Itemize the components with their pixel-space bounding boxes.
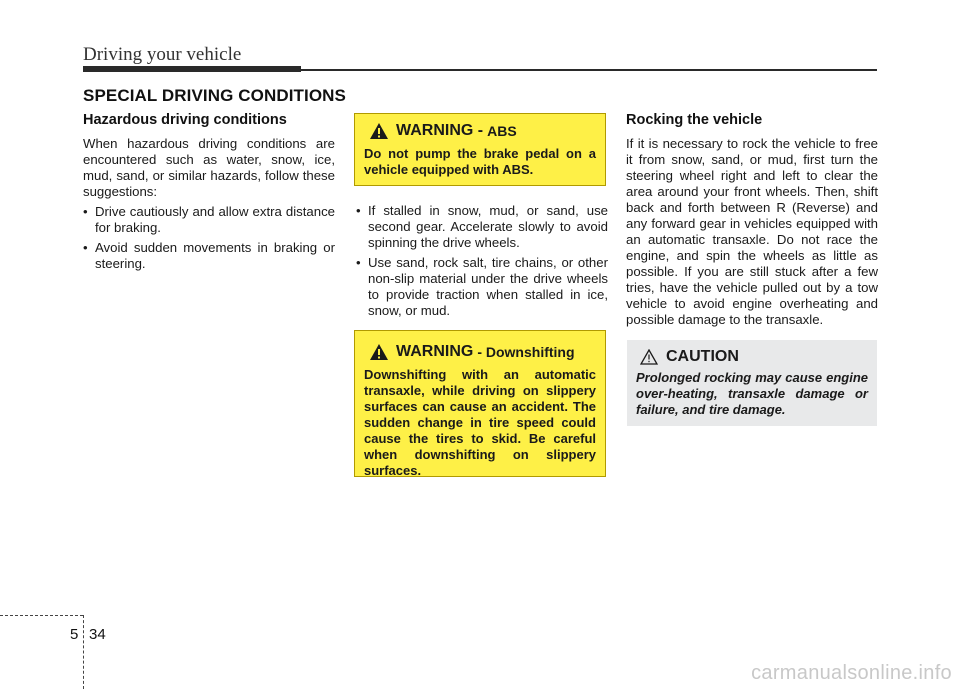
caution-body: Prolonged rocking may cause engine over-heating, transaxle damage or failure, and tire damage.: [636, 370, 868, 417]
warning-box-downshifting: [354, 330, 606, 477]
page-number: 34: [89, 626, 106, 643]
watermark: carmanualsonline.info: [751, 662, 952, 684]
footer-rule-vertical: [83, 615, 84, 689]
list-item: • Avoid sudden movements in braking or steering.: [83, 240, 335, 272]
caution-box: [627, 340, 877, 426]
warning-body: Do not pump the brake pedal on a vehicle equipped with ABS.: [364, 146, 596, 177]
warning-label: WARNING: [396, 343, 474, 360]
warning-topic: - Downshifting: [477, 344, 575, 360]
warning-label: WARNING -: [396, 122, 484, 139]
chapter-number: 5: [70, 626, 79, 643]
caution-triangle-icon: [640, 349, 658, 365]
warning-topic: ABS: [487, 123, 517, 139]
hazardous-heading: Hazardous driving conditions: [83, 112, 287, 128]
warning-triangle-icon: [370, 123, 388, 139]
column-rocking: [626, 112, 878, 328]
header-rule-thick: [83, 66, 301, 72]
column-hazardous: [83, 112, 335, 276]
header-rule-thin: [301, 69, 877, 71]
section-title: SPECIAL DRIVING CONDITIONS: [83, 86, 346, 105]
rocking-heading: Rocking the vehicle: [626, 112, 763, 128]
warning-header: [364, 343, 596, 361]
list-item: • Drive cautiously and allow extra distance for braking.: [83, 204, 335, 236]
rocking-body: If it is necessary to rock the vehicle to free it from snow, sand, or mud, first turn the steering wheel right and left to clear the area around your front wheels. Then, shift back and forth between R (Reverse) and any forward gear in vehicles equipped with an automatic transaxle. Do not race the engine, and spin the wheels as little as possible. If you are still stuck after a few tries, have the vehicle pulled out by a tow vehicle to avoid engine overheating and possible damage to the transaxle.: [626, 136, 878, 327]
hazardous-intro: When hazardous driving conditions are encountered such as water, snow, ice, mud, sand, or similar hazards, follow these suggestions:: [83, 136, 335, 199]
caution-label: CAUTION: [666, 348, 739, 365]
warning-triangle-icon: [370, 344, 388, 360]
header-title: Driving your vehicle: [83, 44, 242, 65]
warning-header: [364, 122, 596, 140]
list-item: • If stalled in snow, mud, or sand, use second gear. Accelerate slowly to avoid spinning the drive wheels.: [356, 203, 608, 251]
warning-body: Downshifting with an automatic transaxle, while driving on slippery surfaces can cause an accident. The sudden change in tire speed could cause the tires to skid. Be careful when downshifting on slippery surfaces.: [364, 367, 596, 478]
hazardous-bullet-list: [83, 204, 335, 272]
warning-box-abs: [354, 113, 606, 186]
list-item: • Use sand, rock salt, tire chains, or other non-slip material under the drive wheels to provide traction when stalled in ice, snow, or mud.: [356, 255, 608, 319]
caution-header: [636, 348, 868, 366]
column-middle: [356, 203, 608, 323]
middle-bullet-list: [356, 203, 608, 319]
footer-rule-horizontal: [0, 615, 83, 616]
